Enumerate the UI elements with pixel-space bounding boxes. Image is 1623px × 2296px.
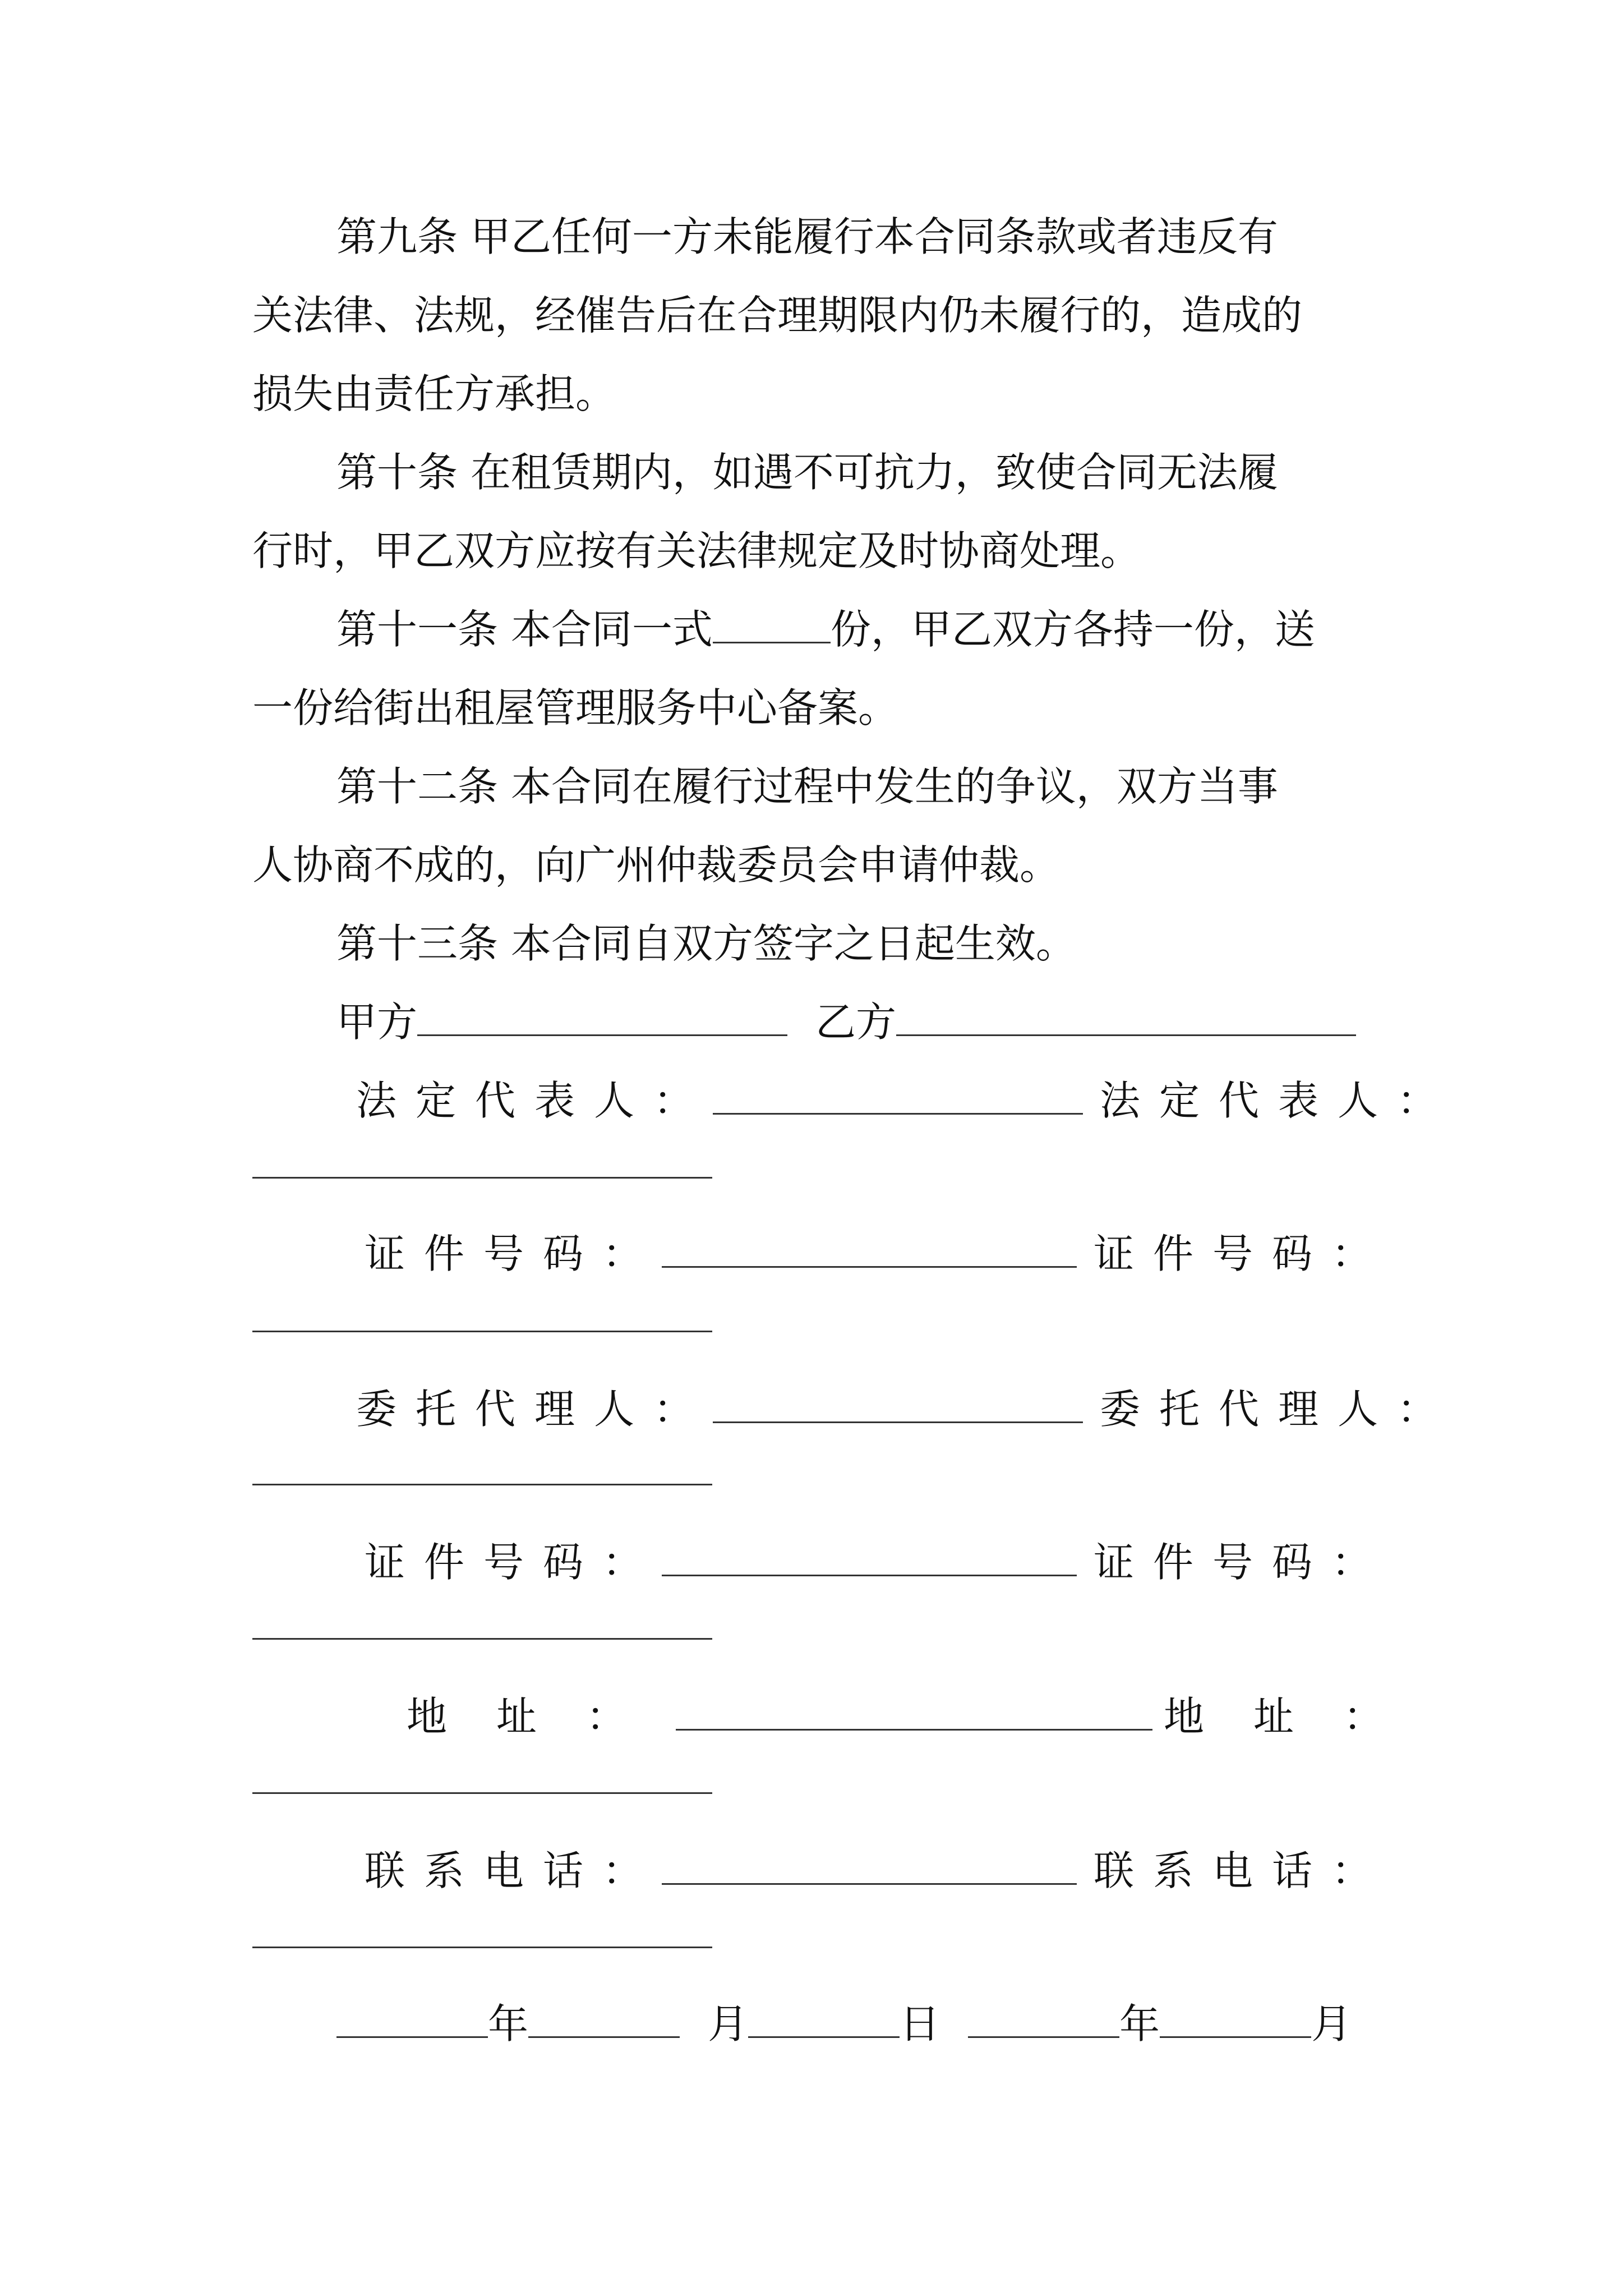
- phone-line: [365, 1843, 1391, 1899]
- legal-rep-b-label: 法定代表人：: [1100, 1077, 1457, 1124]
- article-9-line-3: [252, 366, 616, 422]
- phone-b-blank[interactable]: [252, 1947, 712, 1948]
- article-9-text-2: 关法律、法规，经催告后在合理期限内仍未履行的，造成的: [252, 292, 1303, 339]
- year-b-blank[interactable]: [968, 1999, 1119, 2038]
- party-b-label: 乙方: [815, 999, 897, 1046]
- article-9-line-1: [336, 209, 1278, 265]
- article-11-text-pre: 第十一条 本合同一式: [336, 606, 713, 653]
- agent-b-blank[interactable]: [252, 1484, 712, 1485]
- id-number-a-label-1: 证件号码：: [365, 1230, 662, 1277]
- party-b-blank[interactable]: [896, 997, 1356, 1036]
- id-number-a-label-2: 证件号码：: [365, 1539, 662, 1586]
- year-a-label: 年: [488, 2000, 529, 2047]
- article-10-text-1: 第十条 在租赁期内，如遇不可抗力，致使合同无法履: [336, 449, 1278, 496]
- month-b-blank[interactable]: [1160, 1999, 1311, 2038]
- article-9-line-2: [252, 287, 1302, 343]
- id-number-a-blank-1[interactable]: [662, 1229, 1077, 1268]
- article-9-text-1: 第九条 甲乙任何一方未能履行本合同条款或者违反有: [336, 213, 1278, 260]
- day-a-blank[interactable]: [748, 1999, 900, 2038]
- article-11-text-post: 份，甲乙双方各持一份，送: [830, 606, 1315, 653]
- article-11-line-2: [252, 680, 898, 736]
- address-b-label: 地址：: [1164, 1693, 1433, 1740]
- phone-a-label: 联系电话：: [365, 1847, 662, 1894]
- legal-rep-a-blank[interactable]: [713, 1076, 1083, 1115]
- agent-a-blank[interactable]: [713, 1384, 1083, 1423]
- article-10-line-2: [252, 523, 1141, 579]
- id-number-b-label-1: 证件号码：: [1094, 1230, 1391, 1277]
- article-9-text-3: 损失由责任方承担。: [252, 370, 616, 417]
- legal-rep-a-label: 法定代表人：: [356, 1077, 713, 1124]
- party-a-blank[interactable]: [417, 997, 787, 1036]
- agent-line: [356, 1381, 1456, 1437]
- party-a-label: 甲方: [336, 999, 418, 1046]
- parties-line: [336, 994, 1356, 1050]
- article-10-line-1: [336, 444, 1278, 500]
- article-11-text-2: 一份给街出租屋管理服务中心备案。: [252, 684, 899, 731]
- article-10-text-2: 行时，甲乙双方应按有关法律规定及时协商处理。: [252, 527, 1141, 574]
- id-number-a-blank-2[interactable]: [662, 1538, 1077, 1576]
- month-b-label: 月: [1311, 2000, 1352, 2047]
- article-12-text-1: 第十二条 本合同在履行过程中发生的争议，双方当事: [336, 763, 1278, 810]
- copies-count-blank[interactable]: [713, 605, 831, 643]
- address-a-label: 地址：: [407, 1693, 676, 1740]
- id-number-b-label-2: 证件号码：: [1094, 1539, 1391, 1586]
- article-13-line: [336, 915, 1076, 972]
- legal-rep-b-blank[interactable]: [252, 1177, 712, 1179]
- year-b-label: 年: [1119, 2000, 1160, 2047]
- agent-a-label: 委托代理人：: [356, 1386, 713, 1433]
- address-a-blank[interactable]: [676, 1692, 1152, 1731]
- year-a-blank[interactable]: [336, 1999, 488, 2038]
- article-12-text-2: 人协商不成的，向广州仲裁委员会申请仲裁。: [252, 841, 1061, 889]
- day-a-label: 日: [900, 2000, 940, 2047]
- article-12-line-1: [336, 758, 1278, 815]
- article-11-line-1: [336, 601, 1315, 657]
- date-line: [336, 1996, 1352, 2052]
- id-number-b-blank-2[interactable]: [252, 1638, 712, 1640]
- agent-b-label: 委托代理人：: [1100, 1386, 1457, 1433]
- legal-rep-line: [356, 1073, 1456, 1129]
- id-number-line-2: [365, 1534, 1391, 1590]
- article-12-line-2: [252, 837, 1060, 893]
- address-line: [407, 1688, 1433, 1745]
- id-number-line-1: [365, 1226, 1391, 1282]
- address-b-blank[interactable]: [252, 1792, 712, 1794]
- phone-a-blank[interactable]: [662, 1846, 1077, 1885]
- month-a-label: 月: [708, 2000, 749, 2047]
- article-13-text: 第十三条 本合同自双方签字之日起生效。: [336, 920, 1076, 967]
- id-number-b-blank-1[interactable]: [252, 1331, 712, 1332]
- month-a-blank[interactable]: [528, 1999, 680, 2038]
- phone-b-label: 联系电话：: [1094, 1847, 1391, 1894]
